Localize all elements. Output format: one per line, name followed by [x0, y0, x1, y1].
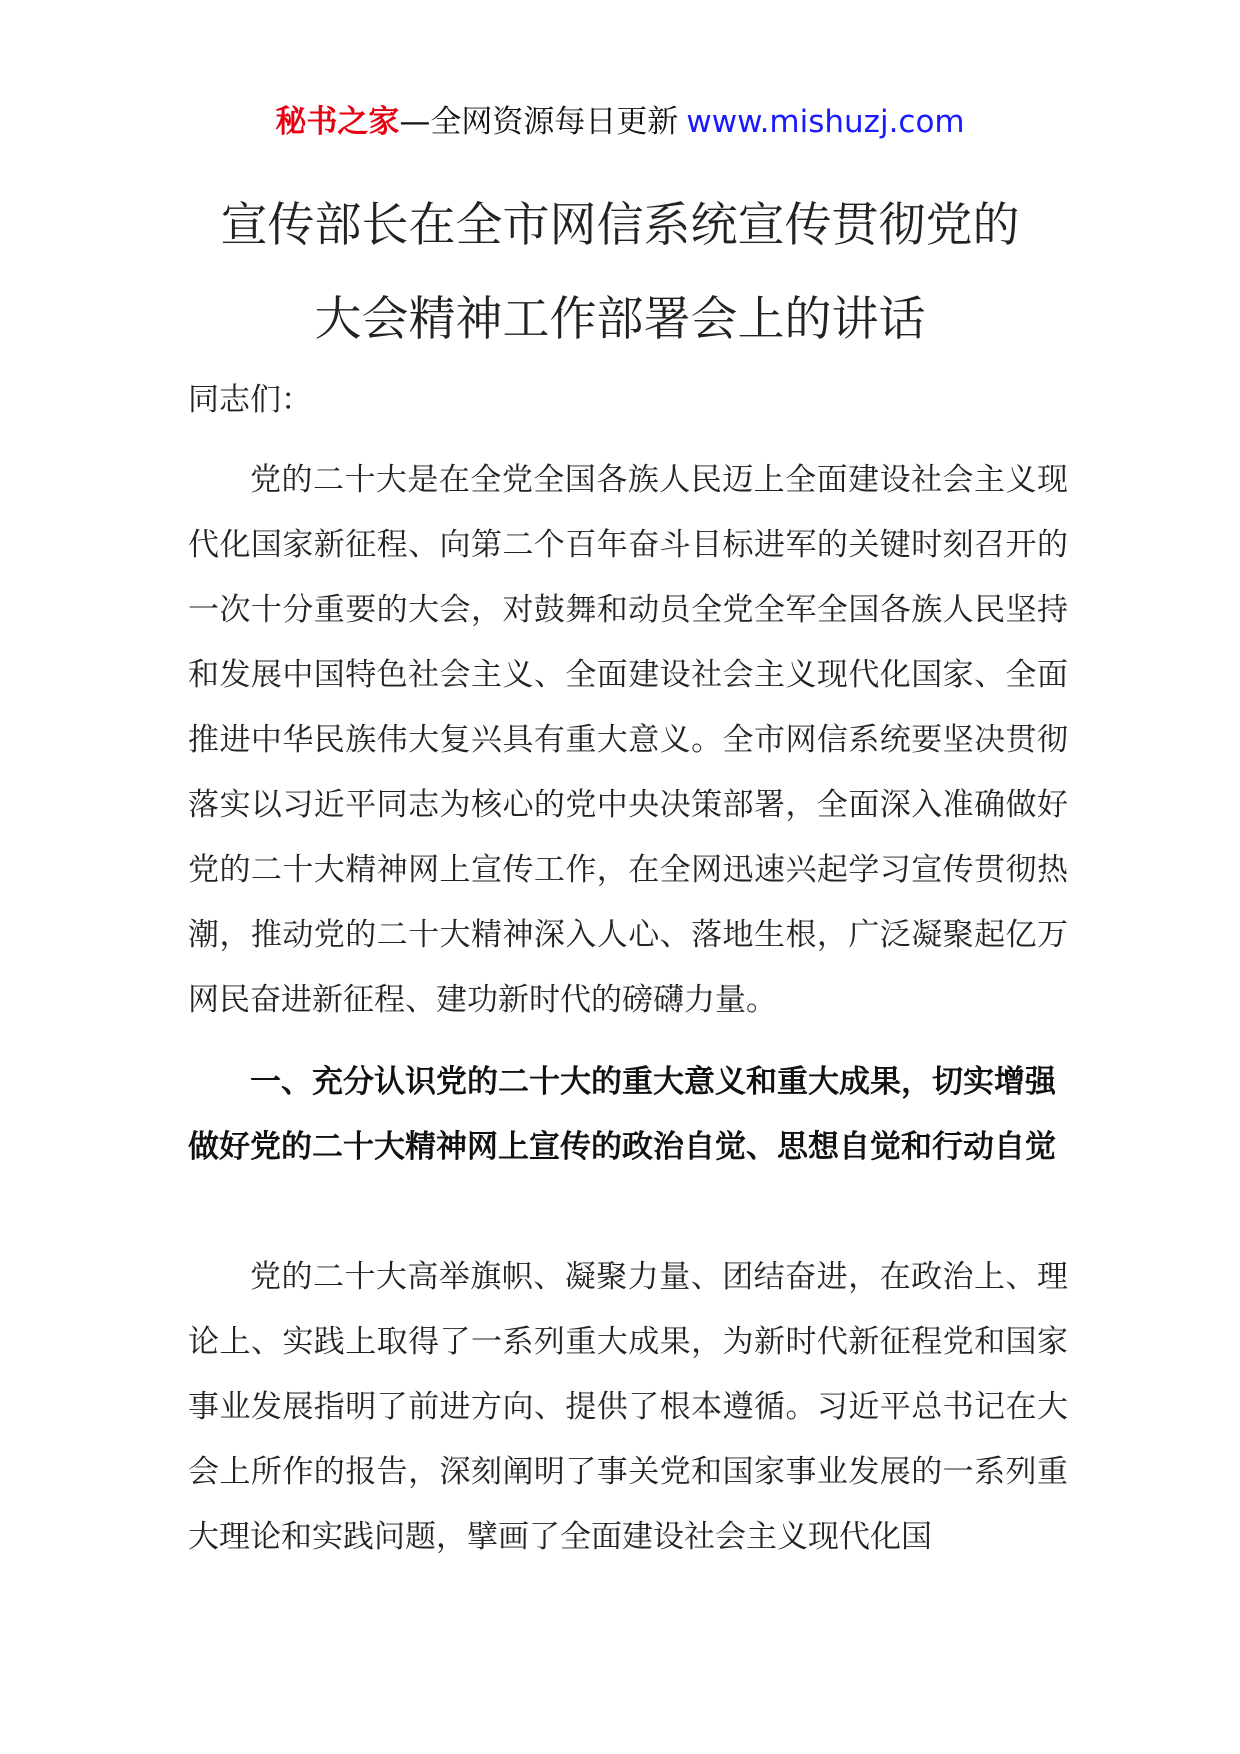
- document-title-line2: 大会精神工作部署会上的讲话: [314, 292, 926, 347]
- site-url-link[interactable]: www.mishuzj.com: [686, 104, 965, 140]
- section-heading-1: 一、充分认识党的二十大的重大意义和重大成果，切实增强做好党的二十大精神网上宣传的政治自觉、思想自觉和行动自觉: [188, 1064, 1056, 1165]
- salutation: 同志们：: [188, 382, 312, 418]
- paragraph-1: 党的二十大是在全党全国各族人民迈上全面建设社会主义现代化国家新征程、向第二个百年奋斗目标进军的关键时刻召开的一次十分重要的大会，对鼓舞和动员全党全军全国各族人民坚持和发展中国特色社会主义、全面建设社会主义现代化国家、全面推进中华民族伟大复兴具有重大意义。全市网信系统要坚决贯彻落实以习近平同志为核心的党中央决策部署，全面深入准确做好党的二十大精神网上宣传工作，在全网迅速兴起学习宣传贯彻热潮，推动党的二十大精神深入人心、落地生根，广泛凝聚起亿万网民奋进新征程、建功新时代的磅礴力量。: [188, 462, 1068, 1018]
- document-title-line1: 宣传部长在全市网信系统宣传贯彻党的: [220, 198, 1020, 253]
- header-slogan: —全网资源每日更新: [399, 104, 679, 140]
- brand-name: 秘书之家: [275, 104, 400, 140]
- site-header: [0, 100, 1240, 144]
- paragraph-2: 党的二十大高举旗帜、凝聚力量、团结奋进，在政治上、理论上、实践上取得了一系列重大成果，为新时代新征程党和国家事业发展指明了前进方向、提供了根本遵循。习近平总书记在大会上所作的报告，深刻阐明了事关党和国家事业发展的一系列重大理论和实践问题，擘画了全面建设社会主义现代化国: [188, 1259, 1068, 1555]
